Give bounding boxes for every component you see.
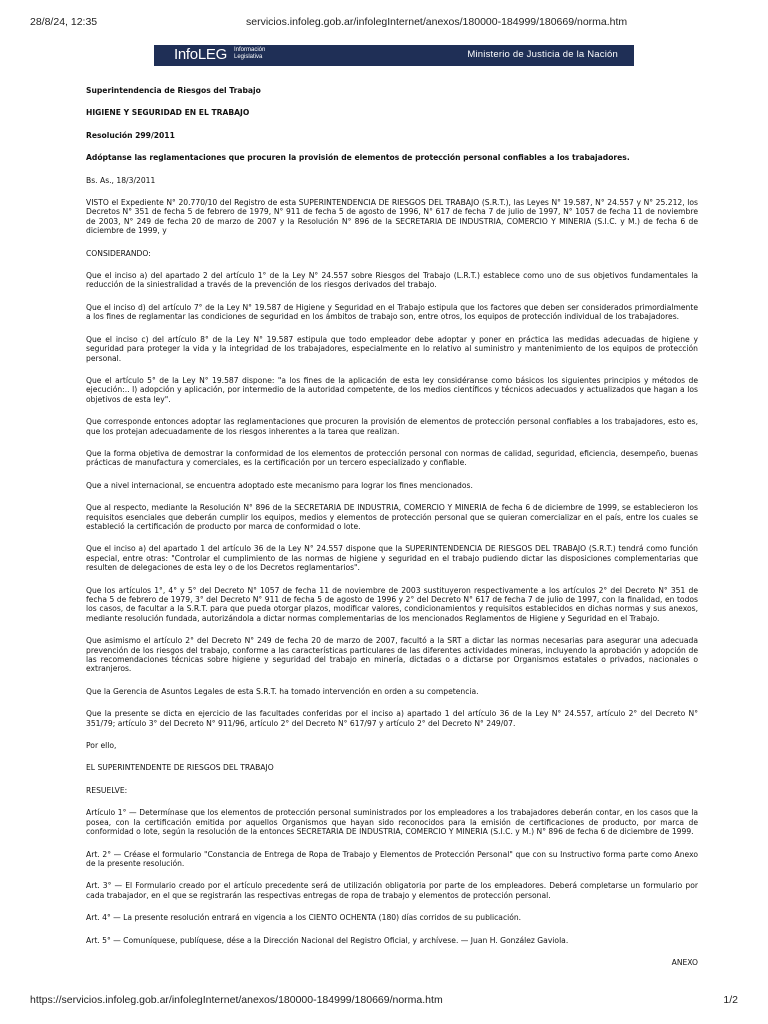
doc-paragraph: Que el inciso a) del apartado 2 del artículo 1° de la Ley N° 24.557 sobre Riesgos del Trabajo (L.R.T.) establece como uno de sus objetivos fundamentales la reducción de la siniestralidad a través de la prevención de los riesgos derivados del trabajo. (86, 271, 698, 290)
doc-article: Artículo 1° — Determínase que los elementos de protección personal suministrados por los empleadores a los trabajadores deberán contar, en los casos que la posea, con la certificación emitida por aquellos Organismos que hayan sido reconocidos para la emisión de certificaciones de producto, por marca de conformidad o lote, según la resolución de la entonces SECRETARIA DE INDUSTRIA, COMERCIO Y MINERIA (S.I.C. y M.) N° 896 de fecha 6 de diciembre de 1999. (86, 808, 698, 837)
doc-paragraph: Que el inciso d) del artículo 7° de la Ley N° 19.587 de Higiene y Seguridad en el Trabajo estipula que los factores que deben ser considerados primordialmente a los fines de reglamentar las condiciones de seguridad en los ámbitos de trabajo son, entre otros, los equipos de protección individual de los trabajadores. (86, 302, 698, 322)
doc-paragraph: EL SUPERINTENDENTE DE RIESGOS DEL TRABAJO (86, 763, 274, 773)
doc-article: Art. 4° — La presente resolución entrará en vigencia a los CIENTO OCHENTA (180) días corridos de su publicación. (86, 913, 522, 923)
doc-resolution-number: Resolución 299/2011 (86, 130, 175, 140)
doc-paragraph: Que asimismo el artículo 2° del Decreto N° 249 de fecha 20 de marzo de 2007, facultó a la SRT a dictar las normas necesarias para asegurar una adecuada prevención de los riesgos del trabajo, conforme a las características particulares de las diferentes actividades mineras, incluyendo la aprobación y adopción de las recomendaciones técnicas sobre higiene y seguridad del trabajo en minería, dictadas o a dictarse por Organismos estatales o privados, nacionales o extranjeros. (86, 636, 698, 674)
doc-subject: HIGIENE Y SEGURIDAD EN EL TRABAJO (86, 108, 250, 118)
doc-paragraph: Por ello, (86, 741, 117, 751)
doc-summary: Adóptanse las reglamentaciones que procuren la provisión de elementos de protección personal confiables a los trabajadores. (86, 153, 630, 163)
doc-article: Art. 3° — El Formulario creado por el artículo precedente será de utilización obligatoria por parte de los empleadores. Deberá completarse un formulario por cada trabajador, en el que se registrarán las respectivas entregas de ropa de trabajo y elementos de protección personal. (86, 881, 698, 900)
print-footer-url: https://servicios.infoleg.gob.ar/infolegInternet/anexos/180000-184999/180669/norma.htm (30, 994, 443, 1006)
doc-organization: Superintendencia de Riesgos del Trabajo (86, 86, 261, 95)
doc-article: Art. 5° — Comuníquese, publíquese, dése a la Dirección Nacional del Registro Oficial, y archívese. — Juan H. González Gaviola. (86, 935, 569, 945)
doc-paragraph: Que el inciso a) del apartado 1 del artículo 36 de la Ley N° 24.557 dispone que la SUPERINTENDENCIA DE RIESGOS DEL TRABAJO (S.R.T.) tendrá como función especial, entre otras: "Controlar el cumplimiento de las normas de higiene y seguridad en el trabajo pudiendo dictar las disposiciones complementarias que resulten de delegaciones de esta ley o de los Decretos reglamentarios". (86, 544, 698, 573)
doc-paragraph: Que el artículo 5° de la Ley N° 19.587 dispone: "a los fines de la aplicación de esta ley considéranse como básicos los siguientes principios y métodos de ejecución:.. l) adopción y aplicación, por intermedio de la autoridad competente, de los medios científicos y técnicos adecuados y actualizados que hagan a los objetivos de esta ley". (86, 375, 698, 404)
doc-article: Art. 2° — Créase el formulario "Constancia de Entrega de Ropa de Trabajo y Elementos de Protección Personal" que con su Instructivo forma parte como Anexo de la presente resolución. (86, 849, 698, 868)
doc-paragraph: CONSIDERANDO: (86, 248, 151, 258)
print-date: 28/8/24, 12:35 (30, 16, 98, 28)
ministry-name: Ministerio de Justicia de la Nación (467, 49, 618, 60)
document-body (86, 86, 698, 980)
doc-paragraph: Que el inciso c) del artículo 8° de la Ley N° 19.587 estipula que todo empleador debe adoptar y poner en práctica las medidas adecuadas de higiene y seguridad para proteger la vida y la integridad de los trabajadores, especialmente en lo relativo al suministro y mantenimiento de los equipos de protección personal. (86, 334, 698, 363)
doc-paragraph: RESUELVE: (86, 785, 128, 795)
page-number: 1/2 (723, 994, 738, 1006)
doc-paragraph: Que corresponde entonces adoptar las reglamentaciones que procuren la provisión de elementos de protección personal confiables a los trabajadores, esto es, que los protejan adecuadamente de los riesgos inherentes a la tarea que realizan. (86, 417, 698, 436)
doc-paragraph: Que los artículos 1°, 4° y 5° del Decreto N° 1057 de fecha 11 de noviembre de 2003 sustituyeron respectivamente a los artículos 2° del Decreto N° 351 de fecha 5 de febrero de 1979, 3° del Decreto N° 911 de fecha 5 de agosto de 1996 y 2° del Decreto N° 617 de fecha 7 de julio de 1997, con la finalidad, en todos los casos, de facultar a la S.R.T. para que pueda otorgar plazos, modificar valores, condicionamientos y requisitos establecidos en dichas normas y sus anexos, mediante resolución fundada, autorizándola a dictar normas complementarias de los mencionados Reglamentos de Higiene y Seguridad en el Trabajo. (86, 585, 698, 623)
doc-paragraph: Que la Gerencia de Asuntos Legales de esta S.R.T. ha tomado intervención en orden a su competencia. (86, 686, 479, 696)
doc-paragraph: Que a nivel internacional, se encuentra adoptado este mecanismo para lograr los fines mencionados. (86, 480, 473, 490)
infoleg-banner (154, 45, 634, 66)
infoleg-logo: InfoLEG (174, 46, 227, 63)
doc-paragraph: Que al respecto, mediante la Resolución N° 896 de la SECRETARIA DE INDUSTRIA, COMERCIO Y MINERIA de fecha 6 de diciembre de 1999, se establecieron los requisitos esenciales que deberán cumplir los equipos, medios y elementos de protección personal que se quieran comercializar en el país, entre los cuales se estableció la certificación de producto por marca de conformidad o lote. (86, 503, 698, 531)
doc-paragraph: Que la presente se dicta en ejercicio de las facultades conferidas por el inciso a) apartado 1 del artículo 36 de la Ley N° 24.557, artículo 2° del Decreto N° 351/79; artículo 3° del Decreto N° 911/96, artículo 2° del Decreto N° 617/97 y artículo 2° del Decreto N° 249/07. (86, 709, 698, 728)
doc-place-date: Bs. As., 18/3/2011 (86, 175, 156, 185)
print-header-url: servicios.infoleg.gob.ar/infolegInternet/anexos/180000-184999/180669/norma.htm (246, 16, 628, 28)
doc-annex-label: ANEXO (671, 957, 698, 967)
doc-paragraph: VISTO el Expediente N° 20.770/10 del Registro de esta SUPERINTENDENCIA DE RIESGOS DEL TRABAJO (S.R.T.), las Leyes N° 19.587, N° 24.557 y N° 25.212, los Decretos N° 351 de fecha 5 de febrero de 1979, N° 911 de fecha 5 de agosto de 1996, N° 617 de fecha 7 de julio de 1997, N° 1057 de fecha 11 de noviembre de 2003, N° 249 de fecha 20 de marzo de 2007 y la Resolución N° 896 de la SECRETARIA DE INDUSTRIA, COMERCIO Y MINERIA (S.I.C. y M.) de fecha 6 de diciembre de 1999, y (86, 198, 698, 236)
doc-paragraph: Que la forma objetiva de demostrar la conformidad de los elementos de protección personal con normas de calidad, seguridad, eficiencia, desempeño, buenas prácticas de manufactura y comerciales, es la certificación por un tercero especializado y confiable. (86, 448, 698, 468)
infoleg-logo-subtitle: Información Legislativa (234, 47, 266, 60)
